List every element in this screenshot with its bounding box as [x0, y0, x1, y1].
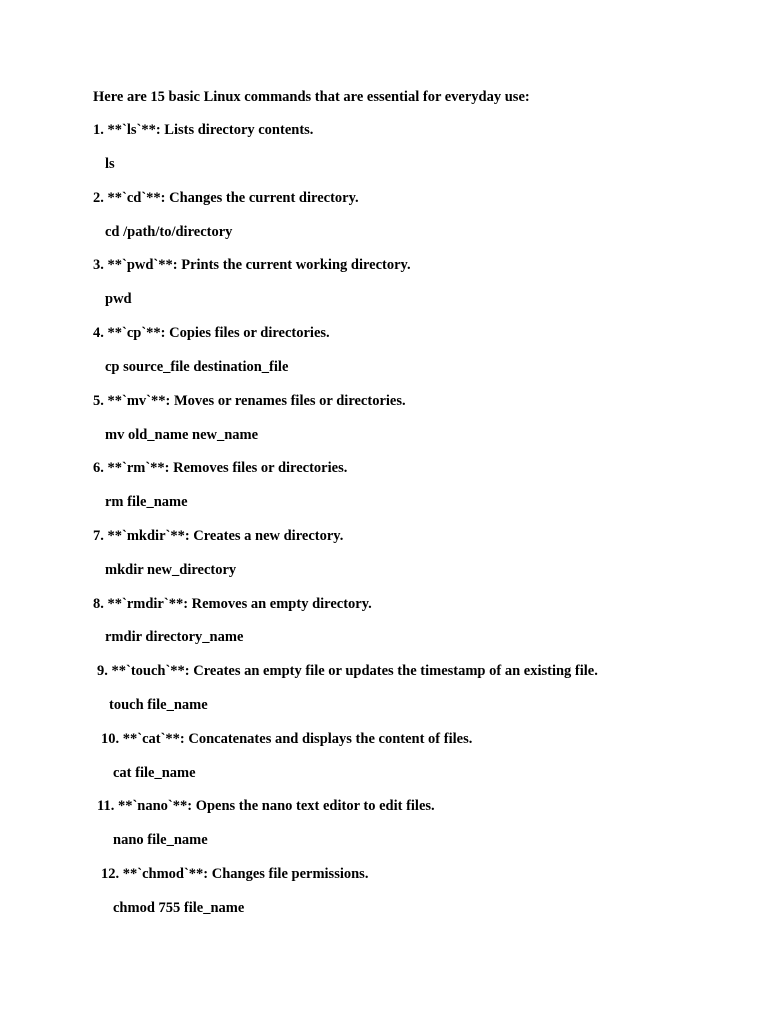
- intro-text: Here are 15 basic Linux commands that are essential for everyday use:: [93, 89, 530, 105]
- command-5-heading: 5. **`mv`**: Moves or renames files or directories.: [93, 393, 406, 409]
- command-3-heading: 3. **`pwd`**: Prints the current working directory.: [93, 257, 411, 273]
- command-10-example: cat file_name: [113, 765, 196, 781]
- command-8-heading: 8. **`rmdir`**: Removes an empty directory.: [93, 596, 372, 612]
- command-8-example: rmdir directory_name: [105, 629, 244, 645]
- command-11-heading: 11. **`nano`**: Opens the nano text editor to edit files.: [97, 798, 435, 814]
- command-2-heading: 2. **`cd`**: Changes the current directory.: [93, 190, 359, 206]
- command-2-example: cd /path/to/directory: [105, 224, 233, 240]
- command-5-example: mv old_name new_name: [105, 427, 259, 443]
- command-12-example: chmod 755 file_name: [113, 900, 245, 916]
- command-1-heading: 1. **`ls`**: Lists directory contents.: [93, 122, 314, 138]
- command-6-heading: 6. **`rm`**: Removes files or directories.: [93, 460, 348, 476]
- command-6-example: rm file_name: [105, 494, 188, 510]
- command-9-example: touch file_name: [109, 697, 208, 713]
- command-4-example: cp source_file destination_file: [105, 359, 289, 375]
- command-7-example: mkdir new_directory: [105, 562, 237, 578]
- command-4-heading: 4. **`cp`**: Copies files or directories.: [93, 325, 330, 341]
- command-3-example: pwd: [105, 291, 132, 307]
- command-11-example: nano file_name: [113, 832, 208, 848]
- command-7-heading: 7. **`mkdir`**: Creates a new directory.: [93, 528, 344, 544]
- command-1-example: ls: [105, 156, 115, 172]
- command-12-heading: 12. **`chmod`**: Changes file permissions.: [101, 866, 369, 882]
- command-10-heading: 10. **`cat`**: Concatenates and displays the content of files.: [101, 731, 473, 747]
- command-9-heading: 9. **`touch`**: Creates an empty file or updates the timestamp of an existing file.: [97, 663, 598, 679]
